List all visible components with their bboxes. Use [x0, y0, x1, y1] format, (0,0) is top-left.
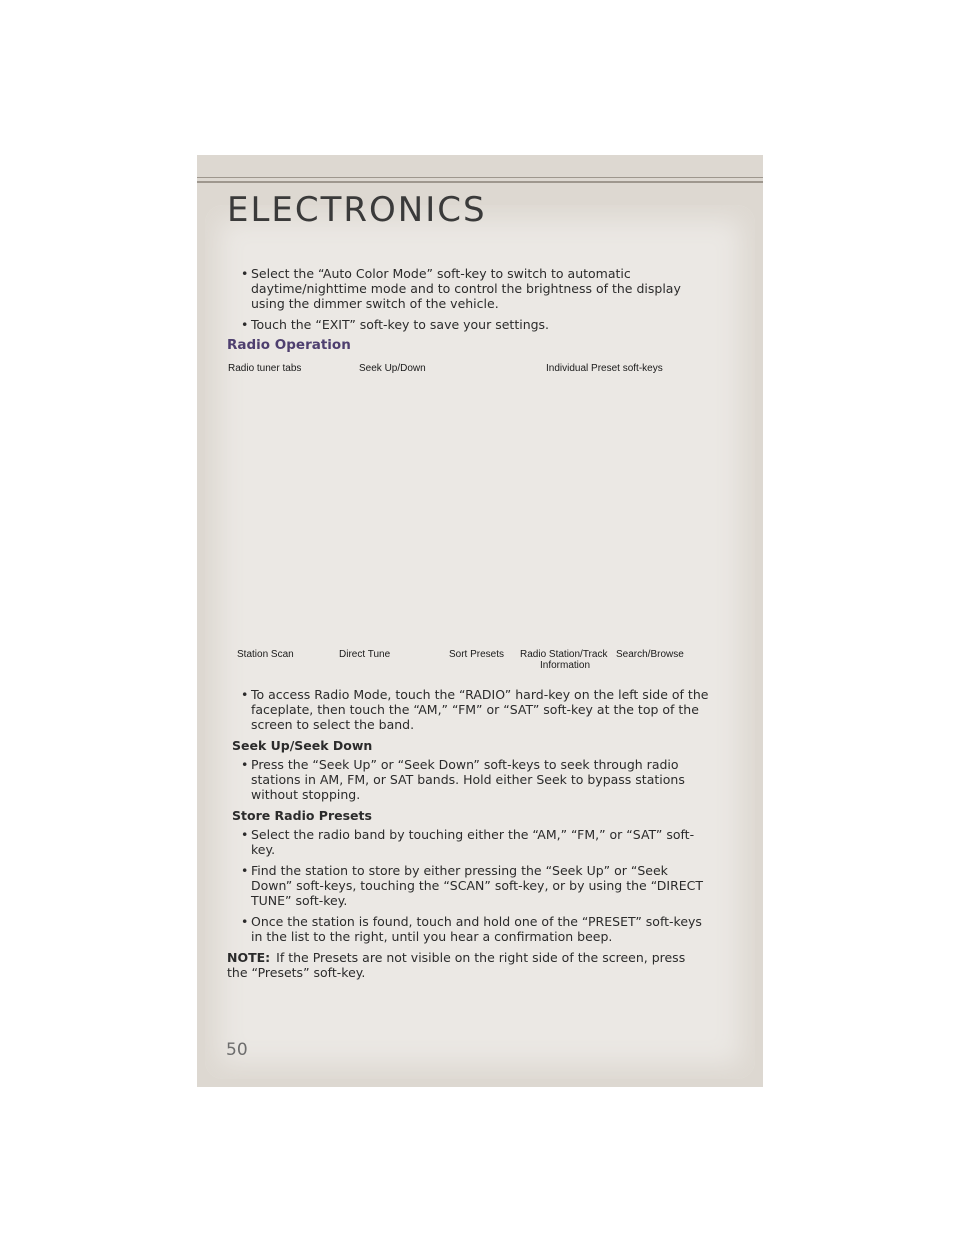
- intro-bullet-auto-color: • Select the “Auto Color Mode” soft-key to switch to automatic daytime/nighttime mode and to control the brightness of the display using the dimmer switch of the vehicle.: [227, 266, 709, 311]
- label-search-browse: Search/Browse: [616, 649, 684, 660]
- note-label: NOTE:: [227, 950, 271, 965]
- store-bullet-select-band: • Select the radio band by touching either the “AM,” “FM,” or “SAT” soft-key.: [227, 827, 709, 857]
- label-information: Information: [540, 660, 591, 671]
- access-radio-bullet: • To access Radio Mode, touch the “RADIO” hard-key on the left side of the faceplate, then touch the “AM,” “FM” or “SAT” soft-key at the top of the screen to select the band.: [227, 687, 709, 732]
- store-bullet-find-station: • Find the station to store by either pressing the “Seek Up” or “Seek Down” soft-keys, touching the “SCAN” soft-key, or by using the “DIRECT TUNE” soft-key.: [227, 863, 709, 908]
- note-paragraph: [227, 950, 709, 980]
- store-presets-bullets: [227, 827, 709, 944]
- label-radio-station-track: Radio Station/Track: [520, 649, 608, 660]
- store-bullet-hold-preset: • Once the station is found, touch and hold one of the “PRESET” soft-keys in the list to the right, until you hear a confirmation beep.: [227, 914, 709, 944]
- radio-operation-heading: Radio Operation: [227, 337, 351, 353]
- intro-bullet-exit: • Touch the “EXIT” soft-key to save your settings.: [227, 317, 709, 332]
- radio-screen-figure: [225, 363, 715, 675]
- store-presets-heading: Store Radio Presets: [232, 808, 372, 823]
- header-rule-thin: [197, 177, 763, 178]
- section-title: ELECTRONICS: [227, 190, 487, 230]
- label-station-scan: Station Scan: [237, 649, 294, 660]
- header-rule-thick: [197, 181, 763, 183]
- intro-bullets: [227, 266, 709, 332]
- label-sort-presets: Sort Presets: [449, 649, 505, 660]
- page-content: [227, 266, 709, 993]
- label-direct-tune: Direct Tune: [339, 649, 391, 660]
- note-text: If the Presets are not visible on the right side of the screen, press the “Presets” soft-key.: [227, 950, 686, 980]
- page-number: 50: [226, 1040, 248, 1060]
- seek-heading: Seek Up/Seek Down: [232, 738, 373, 753]
- label-seek-up-down: Seek Up/Down: [359, 363, 426, 374]
- radio-screen-image-area: [225, 383, 705, 643]
- label-radio-tuner-tabs: Radio tuner tabs: [228, 363, 302, 374]
- seek-bullet: • Press the “Seek Up” or “Seek Down” soft-keys to seek through radio stations in AM, FM, or SAT bands. Hold either Seek to bypass stations without stopping.: [227, 757, 709, 802]
- label-individual-preset: Individual Preset soft-keys: [546, 363, 663, 374]
